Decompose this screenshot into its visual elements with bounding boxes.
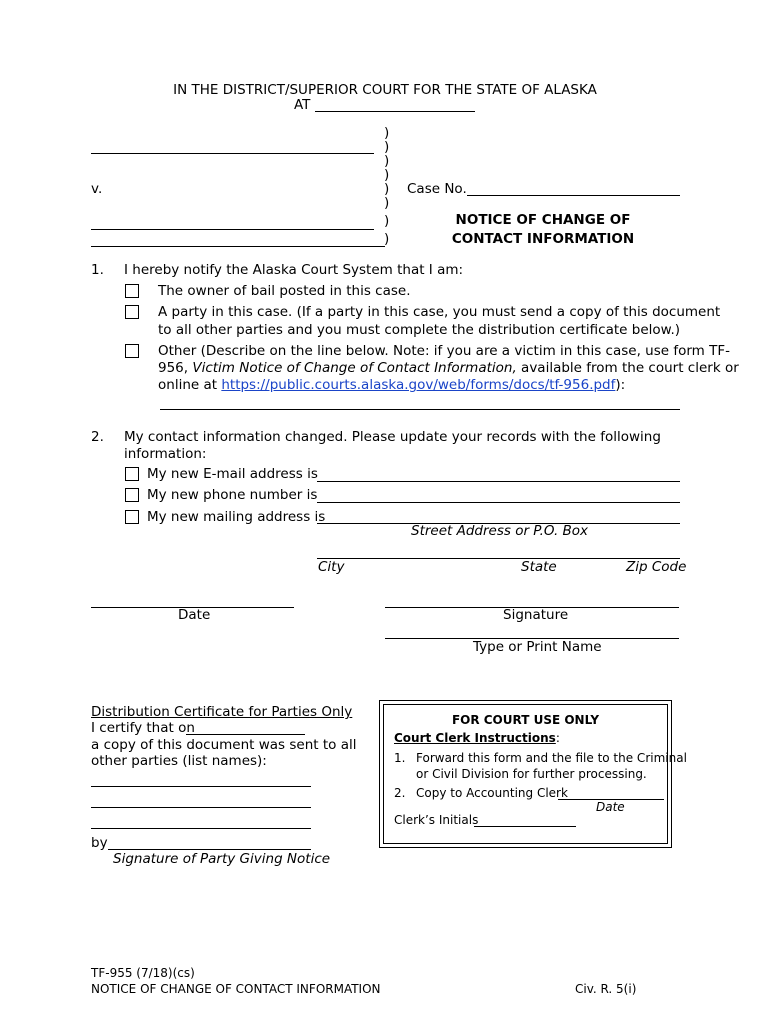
- form-code: TF-955 (7/18)(cs): [91, 966, 195, 980]
- form-title-line-2: CONTACT INFORMATION: [451, 231, 635, 247]
- party-name-line-1[interactable]: [91, 786, 311, 787]
- paren-7: ): [384, 213, 390, 229]
- form-title-line-1: NOTICE OF CHANGE OF: [455, 212, 631, 228]
- other-line-3-suffix: ):: [615, 377, 626, 393]
- paren-1: ): [384, 125, 390, 141]
- court-heading: IN THE DISTRICT/SUPERIOR COURT FOR THE STATE OF ALASKA: [173, 82, 597, 98]
- paren-3: ): [384, 153, 390, 169]
- email-line[interactable]: [317, 481, 680, 482]
- victim-form-title: Victim Notice of Change of Contact Information,: [192, 360, 517, 376]
- other-label-line-2: [158, 362, 739, 376]
- other-line-2-suffix: available from the court clerk or: [521, 360, 739, 376]
- clerk-instructions-heading: [394, 732, 560, 744]
- party-name-line-3[interactable]: [91, 828, 311, 829]
- tf-956-link[interactable]: https://public.courts.alaska.gov/web/forms/docs/tf-956.pdf: [221, 377, 616, 393]
- phone-checkbox[interactable]: [125, 488, 139, 502]
- other-label-line-3: [158, 379, 625, 393]
- zip-caption: Zip Code: [626, 559, 687, 575]
- paren-5: ): [384, 181, 390, 197]
- other-description-line[interactable]: [160, 409, 680, 410]
- instruction-1-number: 1.: [394, 751, 406, 765]
- certify-prefix: I certify that on: [91, 720, 195, 736]
- section-1-intro: I hereby notify the Alaska Court System that I am:: [124, 262, 464, 278]
- party-checkbox[interactable]: [125, 305, 139, 319]
- case-number-line[interactable]: [467, 195, 680, 196]
- court-use-box: [379, 700, 687, 848]
- party-signature-line[interactable]: [108, 849, 311, 850]
- section-2-intro-line-1: My contact information changed. Please update your records with the following: [124, 429, 661, 445]
- court-use-heading: FOR COURT USE ONLY: [451, 713, 600, 727]
- paren-4: ): [384, 167, 390, 183]
- section-2-intro-line-2: information:: [124, 446, 207, 462]
- party-name-line-2[interactable]: [91, 807, 311, 808]
- bail-owner-label: The owner of bail posted in this case.: [158, 283, 411, 299]
- versus-label: v.: [91, 181, 103, 197]
- city-caption: City: [318, 559, 345, 575]
- instruction-2-number: 2.: [394, 786, 406, 800]
- signature-label: Signature: [503, 607, 569, 623]
- distribution-line-3: other parties (list names):: [91, 753, 267, 769]
- case-number-label: Case No.: [407, 181, 467, 197]
- clerk-initials-line[interactable]: [474, 826, 576, 827]
- other-label-line-1: Other (Describe on the line below. Note: if you are a victim in this case, use form TF-: [158, 343, 730, 359]
- instruction-1-line-2: or Civil Division for further processing.: [416, 767, 647, 781]
- civil-rule: Civ. R. 5(i): [575, 982, 637, 996]
- court-use-box-inner: [383, 704, 687, 844]
- instruction-1-line-1: Forward this form and the file to the Criminal: [416, 751, 687, 765]
- defendant-name-line-1[interactable]: [91, 229, 374, 230]
- clerk-instructions-colon: :: [555, 731, 560, 745]
- paren-8: ): [384, 231, 390, 247]
- clerk-instructions-label: Court Clerk Instructions: [394, 731, 556, 745]
- clerk-initials-label: Clerk’s Initials: [394, 813, 479, 827]
- court-location-label: AT: [294, 97, 311, 113]
- certify-date-line[interactable]: [186, 734, 305, 735]
- section-1-number: 1.: [91, 262, 104, 278]
- print-name-label: Type or Print Name: [473, 639, 602, 655]
- party-signature-caption: Signature of Party Giving Notice: [113, 851, 331, 867]
- phone-line[interactable]: [317, 502, 680, 503]
- other-line-3-prefix: online at: [158, 377, 218, 393]
- date-label: Date: [178, 607, 211, 623]
- by-label: by: [91, 835, 108, 851]
- plaintiff-name-line[interactable]: [91, 153, 374, 154]
- state-caption: State: [521, 559, 557, 575]
- email-checkbox[interactable]: [125, 467, 139, 481]
- party-label-line-2: to all other parties and you must complete the distribution certificate below.): [158, 322, 681, 338]
- phone-label: My new phone number is: [147, 487, 318, 503]
- footer-form-title: NOTICE OF CHANGE OF CONTACT INFORMATION: [91, 982, 381, 996]
- bail-owner-checkbox[interactable]: [125, 284, 139, 298]
- paren-6: ): [384, 195, 390, 211]
- paren-2: ): [384, 139, 390, 155]
- distribution-line-2: a copy of this document was sent to all: [91, 737, 357, 753]
- court-location-line[interactable]: [315, 111, 475, 112]
- defendant-name-line-2[interactable]: [91, 246, 385, 247]
- other-line-2-prefix: 956,: [158, 360, 189, 376]
- section-2-number: 2.: [91, 429, 104, 445]
- distribution-heading: Distribution Certificate for Parties Only: [91, 704, 353, 720]
- accounting-date-caption: Date: [596, 800, 625, 814]
- instruction-2-text: Copy to Accounting Clerk: [416, 786, 568, 800]
- party-label-line-1: A party in this case. (If a party in this case, you must send a copy of this document: [158, 304, 721, 320]
- email-label: My new E-mail address is: [147, 466, 318, 482]
- street-address-caption: Street Address or P.O. Box: [411, 523, 589, 539]
- mailing-label: My new mailing address is: [147, 509, 326, 525]
- other-checkbox[interactable]: [125, 344, 139, 358]
- mailing-checkbox[interactable]: [125, 510, 139, 524]
